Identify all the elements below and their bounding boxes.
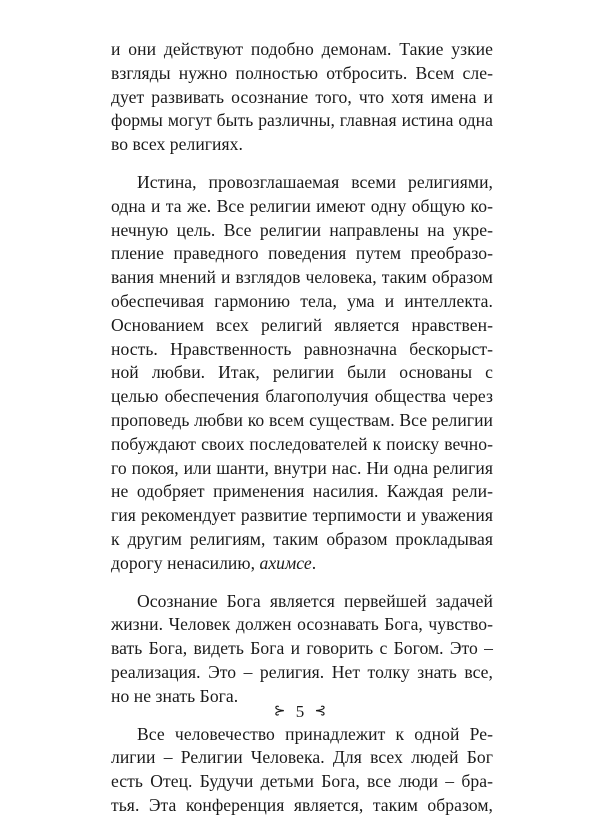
text-line: к другим религиям, таким образом прокладывая [111, 528, 493, 549]
text-line: Осознание Бога является первейшей задачей [137, 590, 493, 611]
text-line: Все человечество принадлежит к одной Ре- [137, 723, 493, 744]
text-line: го покоя, или шанти, внутри нас. Ни одна религия [111, 457, 493, 478]
text-line: нечную цель. Все религии направлены на укре- [111, 219, 493, 240]
text-line: не одобряет применения насилия. Каждая рели- [111, 481, 493, 502]
text-line: есть Отец. Будучи детьми Бога, все люди – бра- [111, 771, 493, 792]
paragraph-2 [111, 171, 493, 576]
text-line: ность. Нравственность равнозначна бескорыст- [111, 338, 493, 359]
text-line: Основанием всех религий является нравствен- [111, 314, 493, 335]
text-line: побуждают своих последователей к поиску вечно- [111, 433, 493, 454]
text-line: целью обеспечения благополучия общества через [111, 386, 493, 407]
text-line: и они действуют подобно демонам. Такие узкие [111, 39, 493, 59]
text-line: жизни. Человек должен осознавать Бога, чувство- [111, 614, 493, 635]
text-line: вать Бога, видеть Бога и говорить с Богом. Это – [111, 638, 493, 659]
paragraph-3 [111, 590, 493, 709]
text-line: проповедь любви ко всем существам. Все религии [111, 409, 493, 430]
page-number: 5 [295, 702, 305, 722]
text-line: гия рекомендует развитие терпимости и уважения [111, 505, 493, 526]
text-line: вания мнений и взглядов человека, таким образом [111, 267, 493, 288]
paragraph-1 [111, 38, 493, 157]
ornament-left-icon: ⊱ [273, 704, 286, 720]
ornament-right-icon: ⊰ [314, 704, 327, 720]
text-line-final [111, 552, 493, 576]
text-line: одна и та же. Все религии имеют одну общую ко- [111, 195, 493, 216]
text-line: во всех религиях. [111, 134, 243, 155]
text-line: но не знать Бога. [111, 685, 239, 706]
page-footer [0, 701, 600, 722]
text-line: дует развивать осознание того, что хотя имена и [111, 86, 493, 107]
text-line: пление праведного поведения путем преобразо- [111, 243, 493, 264]
text-line: формы могут быть различны, главная истина одна [111, 110, 493, 131]
text-line: ной любви. Итак, религии были основаны с [111, 362, 493, 383]
punctuation: . [311, 552, 317, 573]
text-line: обеспечивая гармонию тела, ума и интеллекта. [111, 290, 493, 311]
text-line: Истина, провозглашаемая всеми религиями, [137, 171, 493, 192]
text-line: лигии – Религии Человека. Для всех людей Бог [111, 747, 493, 768]
text-line: реализация. Это – религия. Нет толку знать все, [111, 661, 493, 682]
text-line: тья. Эта конференция является, таким образом, [111, 794, 493, 815]
italic-term: ахимсе [259, 552, 312, 573]
text-fragment: дорогу ненасилию, [111, 552, 260, 573]
paragraph-4 [111, 723, 493, 818]
text-line: взгляды нужно полностью отбросить. Всем сле- [111, 62, 493, 83]
